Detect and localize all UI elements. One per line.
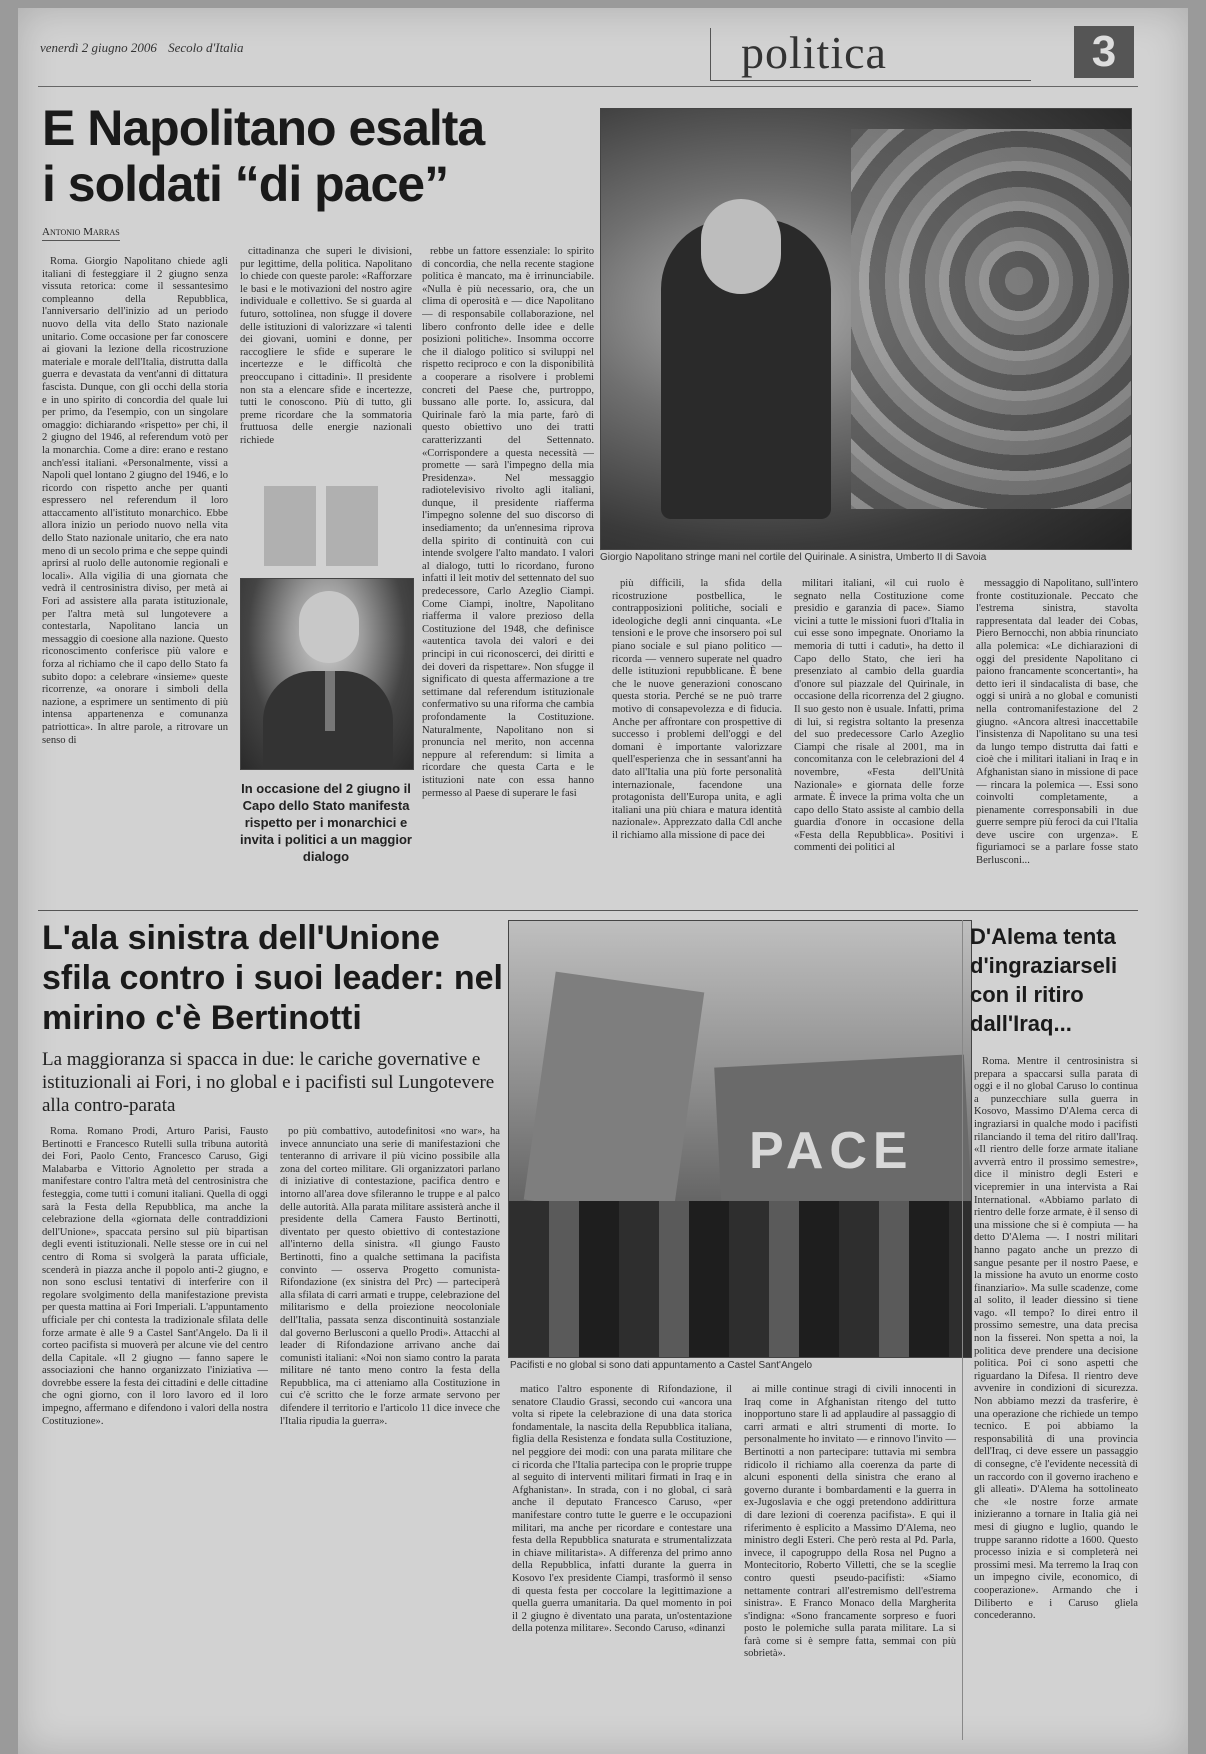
section-header: [710, 28, 1031, 81]
article1-headline: [42, 100, 562, 212]
article1-col2-text: cittadinanza che superi le divisioni, pur legittime, della politica. Napolitano lo chiede con queste parole: «Rafforzare le basi e le motivazioni del nostro agire individuale e collettivo. Se si guarda al futuro, sottolinea, non sfugge il dovere delle istituzioni di valorizzare «i talenti dei giovani, uomini e donne, per raccogliere le sfide e superare le incertezze e le difficoltà che preoccupano i cittadini». Il presidente non sta a elencare sfide e incertezze, tutti le conoscono. Più di tutto, gli preme ricordare che la sommatoria fruttuosa delle energie nazionali richiede: [240, 246, 412, 446]
article3-headline: D'Alema tenta d'ingraziarseli con il ritiro dall'Iraq...: [970, 924, 1118, 1036]
article1-byline: Antonio Marras: [42, 226, 120, 241]
article2-photo-caption: Pacifisti e no global si sono dati appuntamento a Castel Sant'Angelo: [510, 1360, 813, 1371]
article1-headline-line2: i soldati “di pace”: [42, 156, 449, 212]
article2-col1-text: Roma. Romano Prodi, Arturo Parisi, Fausto Bertinotti e Francesco Rutelli sulla tribuna autorità dei Fori, Paolo Cento, Francesco Caruso, Gigi Malabarba e Vittorio Agnoletto per strada a manifestare contro l'altra metà del centrosinistra che festeggia, come tutti i comuni italiani. Quella di oggi sarà la Festa della Repubblica, ma anche la celebrazione della «giornata delle contraddizioni dell'Unione», spaccata persino sul più bipartisan degli eventi istituzionali. Nelle stesse ore in cui nel centro di Roma si svolgerà la parata ufficiale, scenderà in piazza anche il popolo anti-2 giugno, e non sono esclusi tentativi di interferire con il regolare svolgimento della manifestazione prevista per questa mattina ai Fori Imperiali. L'appuntamento ufficiale per chi contesta la tradizionale sfilata delle forze armate è alle 9 a Castel Sant'Angelo. Da lì il corteo pacifista si muoverà per alcune vie del centro della Capitale. «Il 2 giugno — fanno sapere le associazioni che hanno organizzato l'iniziativa — dovrebbe essere la festa dei cittadini e delle cittadine che ogni giorno, con il loro lavoro ed il loro impegno, affermano e difendono i valori della nostra Costituzione».: [42, 1126, 268, 1427]
article2-column-4: [744, 1384, 956, 1740]
article2-col4-text: ai mille continue stragi di civili innocenti in Iraq come in Afghanistan ritengo del tutto inopportuno stare lì ad applaudire al passaggio di carri armati e altri strumenti di morte. Io personalmente ho invitato — e rinnovo l'invito — Bertinotti a non partecipare: tuttavia mi sembra ridicolo il richiamo alla coerenza da parte di alcuni esponenti della sinistra che erano al governo durante i bombardamenti e la guerra in ex-Jugoslavia e che oggi pretendono addirittura di dare lezioni di coerenza pacifista». E qui il riferimento è esplicito a Massimo D'Alema, neo ministro degli Esteri. Che però resta al Pd. Parla, invece, il capogruppo della Rosa nel Pugno a Montecitorio, Roberto Villetti, che se la sceglie contro questi pseudo-pacifisti: «Siamo nettamente contrari all'estremismo dell'estrema sinistra». E Franco Monaco della Margherita s'indigna: «Sono francamente sorpreso e fuori posto le polemiche sulla parata militare. La si farà come si è sempre fatta, semmai con più sobrietà».: [744, 1384, 956, 1660]
article1-column-5: [794, 578, 964, 904]
umberto-photo: [240, 578, 414, 770]
article2-col2-text: po più combattivo, autodefinitosi «no war», ha invece annunciato una serie di manifestazioni che tenteranno di arrivare il più vicino possibile alla zona del corteo militare. Gli organizzatori parlano di iniziative di contestazione, pacifica dentro e intorno all'area dove sfileranno le truppe e al palco delle autorità. Alla parata militare assisterà anche il presidente della Camera Fausto Bertinotti, diventato per questo obiettivo di contestazione all'interno della sinistra. «Il giungo Fausto Bertinotti, fino a qualche settimana la pacifista convinto — osserva Progetto comunista-Rifondazione (ex sinistra del Prc) — parteciperà alla sfilata di carri armati e truppe, celebrazione del militarismo e della proiezione neocoloniale dell'Italia, passata senza discontinuità sostanziale dal governo Berlusconi a quello Prodi». Attacchi al leader di Rifondazione arrivano anche dai comunisti italiani: «Noi non siamo contro la parata militare né tanto meno contro la festa della Repubblica, ma ci atteniamo alla Costituzione in cui c'è scritto che le forze armate servono per difendere il territorio e l'articolo 11 dice invece che l'Italia ripudia la guerra».: [280, 1126, 500, 1427]
article2-col3-text: matico l'altro esponente di Rifondazione, il senatore Claudio Grassi, secondo cui «ancora una volta si ripete la celebrazione di una data storica fondamentale, la nascita della Repubblica italiana, figlia della Resistenza e fondata sulla Costituzione, nel peggiore dei modi: con una parata militare che ci ricorda che l'Italia partecipa con le proprie truppe al seguito di interventi militari firmati in Iraq e in Afghanistan». In strada, con i no global, ci sarà anche il deputato Francesco Caruso, «per manifestare contro tutte le guerre e le occupazioni militari, ma anche per ricordare e contestare una festa della Repubblica snaturata e strumentalizzata in chiave militarista». A differenza del primo anno della Repubblica, infatti durante la guerra in Kosovo l'ex presidente Ciampi, trasformò il senso di questa festa per coccolare la legittimazione a quella guerra umanitaria. Da quel momento in poi il 2 giugno è diventato una parata, un'ostentazione della potenza militare». Secondo Caruso, «dinanzi: [512, 1384, 732, 1635]
napolitano-photo: [600, 108, 1132, 550]
section-name: politica: [741, 27, 887, 78]
top-rule: [38, 86, 1138, 87]
pacifists-photo: [508, 920, 972, 1358]
article1-col1-text: Roma. Giorgio Napolitano chiede agli italiani di festeggiare il 2 giugno senza vissuta retorica: come il sessantesimo compleanno della Repubblica, l'anniversario dell'inizio ad un periodo nuovo della vita dello Stato nazionale unitario. Come occasione per far conoscere ai giovani la lezione della ricostruzione materiale e morale dell'Italia, distrutta dalla guerra e devastata da vent'anni di dittatura fascista. Dunque, con gli occhi della storia e in uno spirito di concordia del quale lui per primo, da l'esempio, con un singolare omaggio: dichiarando «rispetto» per chi, il 2 giugno del 1946, al referendum votò per la monarchia. Come a dire: erano e restano anch'essi italiani. «Personalmente, vissi a Napoli quel lontano 2 giugno del 1946, e lo ricordo con rispetto anche per quanti espressero nel referendum il loro attaccamento all'istituto monarchico. Ebbe allora inizio un periodo nuovo nella vita dello Stato nazionale unitario, che era nato meno di un secolo prima e che seppe quindi aprirsi al ruolo delle autonomie regionali e locali». Alla vigilia di una giornata che vedrà il centrosinistra diviso, per metà ai Fori ad assistere alla parata istituzionale, per l'altra metà sul lungotevere a contestarla, Napolitano lancia un messaggio di coesione alla nazione. Questo riconoscimento conferisce più valore e forza al richiamo che il capo dello Stato fa subito dopo: a celebrare «insieme» queste ricorrenze, «a onorare i simboli della nazione, a esprimere un sentimento di più intensa appartenenza e comunanza patriottica». In altre parole, a ritrovare un senso di: [42, 256, 228, 746]
newspaper-page: [18, 8, 1188, 1754]
article1-photo-caption: Giorgio Napolitano stringe mani nel cortile del Quirinale. A sinistra, Umberto II di Savoia: [600, 552, 987, 563]
article1-col4-text: più difficili, la sfida della ricostruzione postbellica, le contrapposizioni politiche, sociali e ideologiche degli anni cinquanta. «Le tensioni e le prove che insorsero poi sul piano sociale e sul piano politico — ricorda — vennero superate nel quadro delle istituzioni repubblicane. È bene che le nuove generazioni conoscano questa storia. Perché se ne può trarre motivo di consapevolezza e di fiducia. Anche per affrontare con prospettive di successo i problemi dell'oggi e del domani è importante valorizzare quell'esperienza che in sessant'anni ha dato all'Italia una più forte personalità internazionale, facendone una protagonista dell'Europa unita, e agli italiani una più chiara e matura identità nazionale». Apprezzato dalla Cdl anche il richiamo alla missione di pace dei: [612, 578, 782, 841]
newspaper-name: Secolo d'Italia: [168, 40, 244, 55]
quote-mark-decoration: [264, 486, 384, 566]
column-divider: [962, 920, 963, 1740]
article1-col5-text: militari italiani, «il cui ruolo è segnato nella Costituzione come presidio e garanzia di pace». Siamo vicini a tutte le missioni fuori d'Italia in cui esse sono impegnate. Onoriamo la memoria di tutti i caduti», ha detto il Capo dello Stato, che ieri ha presenziato al cambio della guardia d'onore sul piazzale del Quirinale, in occasione della ricorrenza del 2 giugno. Il suo gesto non è usuale. Infatti, prima di lui, si registra soltanto la presenza del suo predecessore Carlo Azeglio Ciampi che risale al 2001, ma in concomitanza con le celebrazioni del 4 novembre, «Festa dell'Unità Nazionale» e giornata delle forze armate. È invece la prima volta che un capo dello Stato assiste al cambio della guardia d'onore in occasione della «Festa della Repubblica». Positivi i commenti dei politici al: [794, 578, 964, 854]
article2-headline: L'ala sinistra dell'Unione sfila contro i suoi leader: nel mirino c'è Bertinotti: [42, 919, 503, 1037]
issue-date: venerdì 2 giugno 2006: [40, 40, 157, 55]
article2-column-1: [42, 1126, 268, 1740]
page-number: 3: [1074, 26, 1134, 78]
article1-headline-line1: E Napolitano esalta: [42, 100, 485, 156]
page-header: [40, 40, 251, 56]
article1-column-6: [976, 578, 1138, 904]
article1-column-1: [42, 256, 228, 902]
article2-subhead: La maggioranza si spacca in due: le cariche governative e istituzionali ai Fori, i no global e i pacifisti sul Lungotevere alla contro-parata: [42, 1049, 495, 1116]
article1-column-2: [240, 246, 412, 478]
article3-column: [974, 1056, 1138, 1740]
article1-col6-text: messaggio di Napolitano, sull'intero fronte costituzionale. Peccato che l'estrema sinistra, stavolta rappresentata dal leader dei Cobas, Piero Bernocchi, non abbia rinunciato alla polemica: «Le dichiarazioni di oggi del presidente Napolitano ci paiono francamente sconcertanti», ha detto ieri il sindacalista di base, che oggi si unirà a no global e comunisti nella contromanifestazione del 2 giugno. «Ancora altresì inaccettabile l'insistenza di Napolitano su una tesi da lungo tempo distrutta dai fatti e cioè che i militari italiani in Iraq e in Afghanistan siano in missione di pace — rincara la polemica —. Essi sono coinvolti completamente, a pienamente corresponsabili in due guerre sempre più feroci da cui l'Italia deve uscire con urgenza». E figuriamoci se a parlare fosse stato Berlusconi...: [976, 578, 1138, 867]
article1-col3-text: rebbe un fattore essenziale: lo spirito di concordia, che nella recente stagione politica è mancato, ma è irrinunciabile. «Nulla è più necessario, ora, che un clima di operosità e — dice Napolitano — di responsabile collaborazione, nel libero confronto delle idee e delle posizioni politiche». Insomma occorre che il dialogo politico si sviluppi nel rispetto reciproco e con la disponibilità a cooperare a risolvere i problemi concreti del Paese che, purtroppo, bussano alle porte. Io, assicura, dal Quirinale farò la mia parte, farò di questo obiettivo uno dei tratti caratterizzanti del Settennato. «Corrispondere a questa necessità — promette — sarà l'impegno della mia Presidenza». Nel messaggio radiotelevisivo rivolto agli italiani, dunque, il presidente riafferma l'impegno solenne del suo discorso di insediamento; da un'ennesima riprova della spirito di continuità con cui intende svolgere l'alto mandato. I valori al dialogo, tutti lo ricordano, furono infatti il leit motiv del settennato del suo predecessore, Carlo Azeglio Ciampi. Come Ciampi, inoltre, Napolitano riafferma il valore prezioso della Costituzione del 1948, che definisce «autentica tavola dei valori e dei principi in cui riconoscerci, dei diritti e dei doveri da rispettare». Non sfugge il significato di questa affermazione a tre settimane dal referendum istituzionale confermativo su una riforma che cambia profondamente la Costituzione. Naturalmente, Napolitano non si pronuncia nel merito, non accenna neppure al referendum: si limita a ricordare che questa Carta e le istituzioni nate con essa hanno permesso al Paese di superare le fasi: [422, 246, 594, 799]
flag-text: PACE: [749, 1122, 914, 1180]
middle-rule: [38, 910, 1138, 911]
article1-column-3: [422, 246, 594, 902]
article3-body-text: Roma. Mentre il centrosinistra si prepara a spaccarsi sulla parata di oggi e il no global Caruso lo continua a punzecchiare sulla guerra in Kosovo, Massimo D'Alema cerca di ingraziarsi in qualche modo i pacifisti rilanciando il tema del ritiro dall'Iraq. «Il rientro delle forze armate italiane avverrà entro il prossimo semestre», dice il ministro degli Esteri e vicepremier in una intervista a Rai International. «Abbiamo parlato di rientro delle forze armate, è il senso di una missione che si è compiuta — ha detto D'Alema —. I nostri militari hanno pagato anche un prezzo di sangue pesante per il nostro Paese, e la missione ha avuto un enorme costo finanziario». Ma sulle scadenze, come al solito, il leader diessino si tiene vago. «Il tempo? Io direi entro il prossimo semestre, una data precisa non la fisserei. Non spetta a noi, la politica deve prendere una decisione politica. Poi ci sono aspetti che riguardano la Difesa. Il rientro deve avvenire in condizioni di sicurezza. Non abbiamo mezzi da trasferire, è una operazione che richiede un tempo tecnico. E poi abbiamo la responsabilità di una provincia dell'Iraq, ci deve essere un passaggio di consegne, c'è l'evidente necessità di un raccordo con il governo iracheno e gli alleati». D'Alema ha sottolineato che «le nostre forze armate inizieranno a tornare in Italia già nei mesi di giugno e luglio, quando le truppe saranno ridotte a 1600. Questo processo inizia e si completerà nei prossimi mesi. Ma terremo la Iraq con un impegno civile, economico, di cooperazione». Armando che i Diliberto e i Caruso gliela concederanno.: [974, 1056, 1138, 1622]
article2-column-3: [512, 1384, 732, 1740]
article1-column-4: [612, 578, 782, 904]
article1-pullquote: In occasione del 2 giugno il Capo dello Stato manifesta rispetto per i monarchici e invita i politici a un maggior dialogo: [240, 781, 412, 864]
article2-column-2: [280, 1126, 500, 1740]
